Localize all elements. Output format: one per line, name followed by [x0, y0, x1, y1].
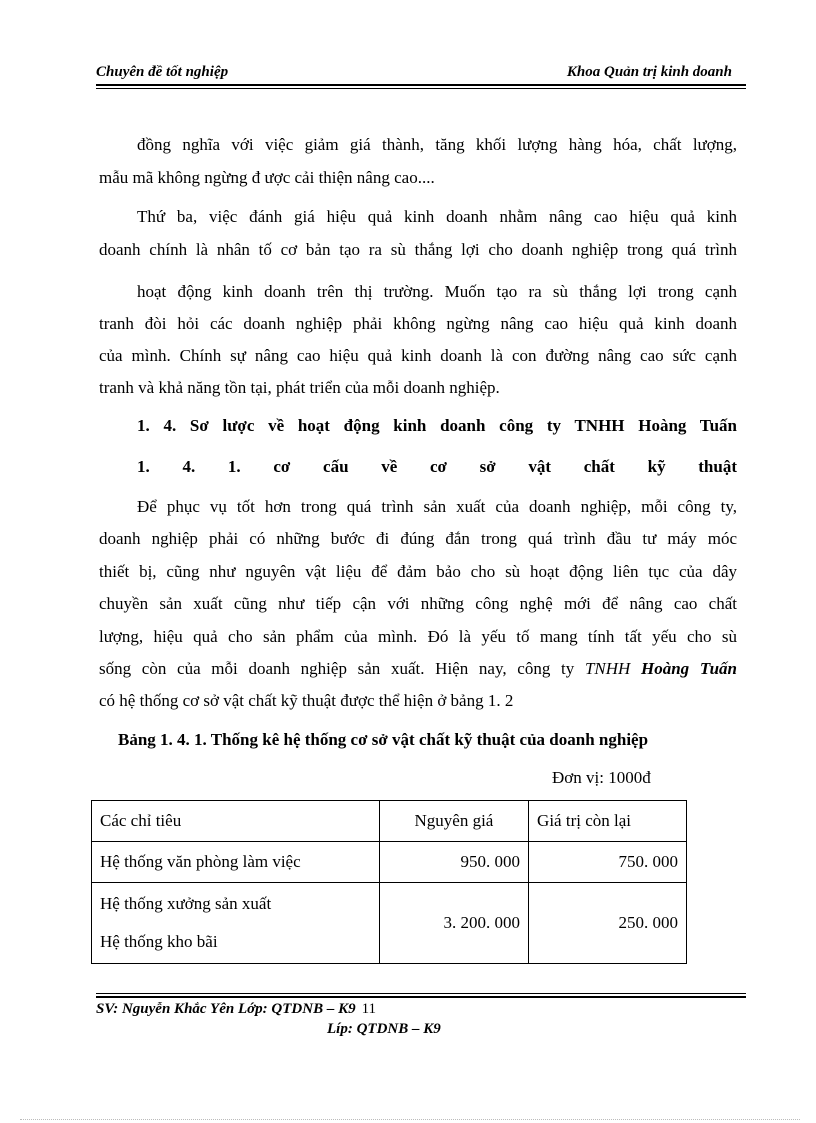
body-line-14-text: sống còn của mỗi doanh nghiệp sản xuất. Hiện nay, công ty	[99, 659, 575, 678]
body-line-7: của mình. Chính sự nâng cao hiệu quả kinh doanh là con đường nâng cao sức cạnh	[99, 346, 737, 365]
table-row	[92, 883, 687, 964]
section-heading: 1. 4. Sơ lược về hoạt động kinh doanh công ty TNHH Hoàng Tuấn	[137, 416, 737, 435]
footer-student	[96, 1001, 376, 1018]
footer-student-text: SV: Nguyễn Khắc Yên Lớp: QTDNB – K9	[96, 1001, 356, 1017]
table-header-row	[92, 801, 687, 842]
body-line-6: tranh đòi hỏi các doanh nghiệp phải không ngừng nâng cao hiệu quả kinh doanh	[99, 314, 737, 333]
body-line-11: thiết bị, cũng như nguyên vật liệu để đảm bảo cho sù hoạt động liên tục của dây	[99, 562, 737, 581]
body-line-13: lượng, hiệu quả cho sản phẩm của mình. Đó là yếu tố mang tính tất yếu cho sù	[99, 627, 737, 646]
body-line-10: doanh nghiệp phải có những bước đi đúng đắn trong quá trình đầu tư máy móc	[99, 529, 737, 548]
header-left: Chuyên đề tốt nghiệp	[96, 64, 229, 80]
body-line-14	[99, 658, 737, 680]
header-remaining: Giá trị còn lại	[529, 801, 687, 842]
footer-rule-thin	[96, 993, 746, 994]
body-line-3: Thứ ba, việc đánh giá hiệu quả kinh doanh nhằm nâng cao hiệu quả kinh	[137, 207, 737, 226]
header-indicators: Các chỉ tiêu	[92, 801, 380, 842]
row1-remaining: 750. 000	[529, 842, 687, 883]
row2-cost: 3. 200. 000	[379, 883, 528, 964]
company-type: TNHH	[584, 659, 631, 678]
company-name: Hoàng Tuấn	[640, 659, 738, 678]
row2-name-a: Hệ thống xưởng sản xuất	[100, 894, 272, 913]
page-number: 11	[361, 1001, 377, 1017]
table-unit: Đơn vị: 1000đ	[552, 768, 651, 787]
row1-cost: 950. 000	[379, 842, 528, 883]
body-line-9: Để phục vụ tốt hơn trong quá trình sản xuất của doanh nghiệp, mỗi công ty,	[137, 497, 737, 516]
body-line-8: tranh và khả năng tồn tại, phát triển của mỗi doanh nghiệp.	[99, 378, 500, 397]
row2-name	[92, 883, 380, 964]
header-rule-thick	[96, 84, 746, 86]
row1-name: Hệ thống văn phòng làm việc	[92, 842, 380, 883]
page-bottom-dotted-rule	[20, 1119, 800, 1120]
row2-name-b: Hệ thống kho bãi	[100, 932, 218, 951]
body-line-1: đồng nghĩa với việc giảm giá thành, tăng khối lượng hàng hóa, chất lượng,	[137, 135, 737, 154]
body-line-2: mẫu mã không ngừng đ ược cải thiện nâng cao....	[99, 168, 435, 187]
body-line-5: hoạt động kinh doanh trên thị trường. Muốn tạo ra sù thắng lợi trong cạnh	[137, 282, 737, 301]
body-line-15: có hệ thống cơ sở vật chất kỹ thuật được thể hiện ở bảng 1. 2	[99, 691, 514, 710]
table-row	[92, 842, 687, 883]
subsection-heading: 1. 4. 1. cơ cấu về cơ sở vật chất kỹ thuật	[137, 457, 737, 476]
header-cost: Nguyên giá	[379, 801, 528, 842]
footer-class: Líp: QTDNB – K9	[327, 1021, 441, 1037]
asset-table	[91, 800, 687, 964]
table-caption: Bảng 1. 4. 1. Thống kê hệ thống cơ sở vật chất kỹ thuật của doanh nghiệp	[118, 730, 649, 749]
body-line-4: doanh chính là nhân tố cơ bản tạo ra sù thắng lợi cho doanh nghiệp trong quá trình	[99, 240, 737, 259]
header-right: Khoa Quản trị kinh doanh	[566, 64, 732, 80]
row2-remaining: 250. 000	[529, 883, 687, 964]
footer-rule-thick	[96, 996, 746, 998]
body-line-12: chuyền sản xuất cũng như tiếp cận với những công nghệ mới để nâng cao chất	[99, 594, 737, 613]
header-rule-thin	[96, 88, 746, 89]
